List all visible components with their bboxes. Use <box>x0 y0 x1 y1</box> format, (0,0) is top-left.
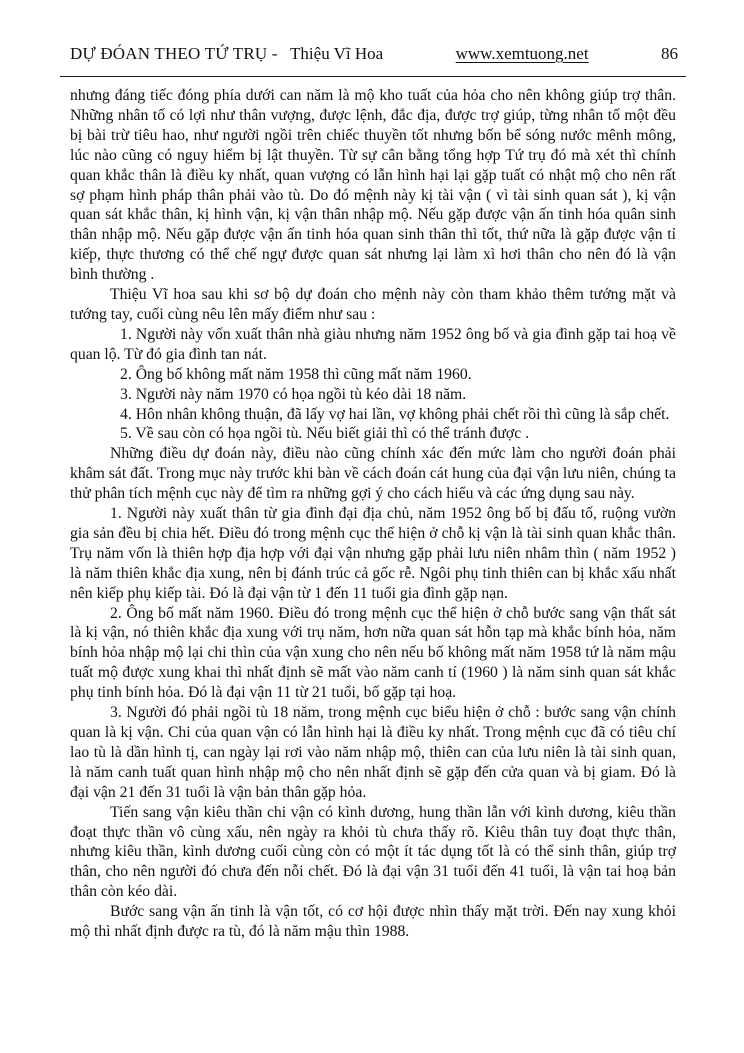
paragraph: 1. Người này xuất thân từ gia đình đại địa chủ, năm 1952 ông bố bị đấu tố, ruộng vườn gia sản đều bị chia hết. Điều đó trong mệnh cục thể hiện ở chỗ kị vận là tài sinh quan khắc thân. Trụ năm vốn là thiên hợp địa hợp với đại vận nhưng gặp phải lưu niên nhâm thìn ( năm 1952 ) là năm thiên khắc địa xung, nên bị đánh trúc cả gốc rễ. Ngôi phụ tinh thiên can bị khắc xấu nhất nên kiếp phụ kiếp tài. Đó là đại vận từ 1 đến 11 tuổi gia đình gặp nạn. <box>70 505 676 602</box>
list-item: 5. Về sau còn có họa ngồi tù. Nếu biết giải thì có thể tránh được . <box>120 425 530 443</box>
list-item: 3. Người này năm 1970 có họa ngồi tù kéo dài 18 năm. <box>120 385 467 403</box>
list-item: 1. Người này vốn xuất thân nhà giàu nhưng năm 1952 ông bố và gia đình gặp tai hoạ về quan lộ. Từ đó gia đình tan nát. <box>70 325 676 363</box>
page-header <box>70 44 678 64</box>
book-title: DỰ ĐÓAN THEO TỨ TRỤ - <box>70 44 278 63</box>
body-text <box>70 86 676 942</box>
page-number: 86 <box>660 44 678 63</box>
paragraph: nhưng đáng tiếc đóng phía dưới can năm là mộ kho tuất của hỏa cho nên không giúp trợ thân. Những nhân tố có lợi như thân vượng, được lệnh, đắc địa, được trợ giúp, từng nhân tố một đều bị bài trừ tiêu hao, như người ngồi trên chiếc thuyền tốt nhưng bốn bể sóng nước mênh mông, lúc nào cũng có nguy hiểm bị lật thuyền. Từ sự cân bằng tổng hợp Tứ trụ đó mà xét thì chính quan khắc thân là điều ky nhất, quan vượng có lẫn hình hại lại gặp tuất có nhật mộ cho nên rất sợ phạm hình pháp thân phải vào tù. Do đó mệnh này kị tài vận ( vì tài sinh quan sát ), kị vận quan sát khắc thân, kị hình vận, kị vận thân nhập mộ. Nếu gặp được vận ấn tinh hóa quân sinh thân nhập mộ. Nếu gặp được vận ấn tinh hóa quan sinh thân thì tốt, thứ nữa là gặp được vận tỉ kiếp, thực thương có thể chế ngự được quan sát nhưng lại làm xì hơi thân cho nên đó là vận bình thường . <box>70 87 676 284</box>
paragraph: Tiến sang vận kiêu thần chi vận có kình dương, hung thần lẫn với kình dương, kiêu thần đoạt thực thần vô cùng xấu, nên ngày ra khỏi tù chưa thấy rõ. Kiêu thân tuy đoạt thực thân, nhưng kiêu thần, kình dương cuối cùng còn có một ít tác dụng tốt là có thể sinh thân, giúp trợ thân, cho nên người đó chưa đến nỗi chết. Đó là đại vận 31 tuổi đến 41 tuổi, là vận tai hoạ bản thân còn kéo dài. <box>70 803 676 901</box>
paragraph: Bước sang vận ấn tinh là vận tốt, có cơ hội được nhìn thấy mặt trời. Đến nay xung khỏi mộ thì nhất định được ra tù, đó là năm mậu thìn 1988. <box>70 903 676 941</box>
paragraph: 3. Người đó phải ngồi tù 18 năm, trong mệnh cục biểu hiện ở chỗ : bước sang vận chính quan là kị vận. Chi của quan vận có lẫn hình hại là điều ky nhất. Trong mệnh cục đã có tiêu chí lao tù là dần hình tị, can ngày lại rơi vào năm nhập mộ, thiên can của lưu niên là tài sinh quan, là năm canh tuất quan hình nhập mộ cho nên nhất định sẽ gặp đến cửa quan và bị giam. Đó là đại vận 21 đến 31 tuổi là vận bản thân gặp hỏa. <box>70 704 676 801</box>
paragraph: 2. Ông bố mất năm 1960. Điều đó trong mệnh cục thể hiện ở chỗ bước sang vận thất sát là kị vận, nó thiên khắc địa xung với trụ năm, hơn nữa quan sát hỗn tạp mà khắc bính hỏa, năm bính hỏa nhập mộ lại chi thìn của vận xung cho nên nếu bố không mất năm 1958 tứ là năm mậu tuất mộ được xung khai thì nhất định sẽ mất vào năm canh tí (1960 ) là năm sinh quan sát khắc phụ tinh bính hỏa. Đó là đại vận 11 từ 21 tuổi, bố gặp tại hoạ. <box>70 604 676 702</box>
paragraph: Những điều dự đoán này, điều nào cũng chính xác đến mức làm cho người đoán phải khâm sát đất. Trong mục này trước khi bàn về cách đoán cát hung của đại vận lưu niên, chúng ta thử phân tích mệnh cục này để tìm ra những gợi ý cho cách hiểu và các ứng dụng sau này. <box>70 445 676 503</box>
paragraph: Thiệu Vĩ hoa sau khi sơ bộ dự đoán cho mệnh này còn tham khảo thêm tướng mặt và tướng tay, cuối cùng nêu lên mấy điểm như sau : <box>70 286 676 323</box>
list-item: 4. Hôn nhân không thuận, đã lấy vợ hai lần, vợ không phải chết rồi thì cũng là sắp chết. <box>120 405 670 423</box>
author-name: Thiệu Vĩ Hoa <box>290 44 384 63</box>
list-item: 2. Ông bố không mất năm 1958 thì cũng mất năm 1960. <box>120 365 472 383</box>
website-link[interactable]: www.xemtuong.net <box>455 44 589 63</box>
header-divider <box>60 76 686 77</box>
